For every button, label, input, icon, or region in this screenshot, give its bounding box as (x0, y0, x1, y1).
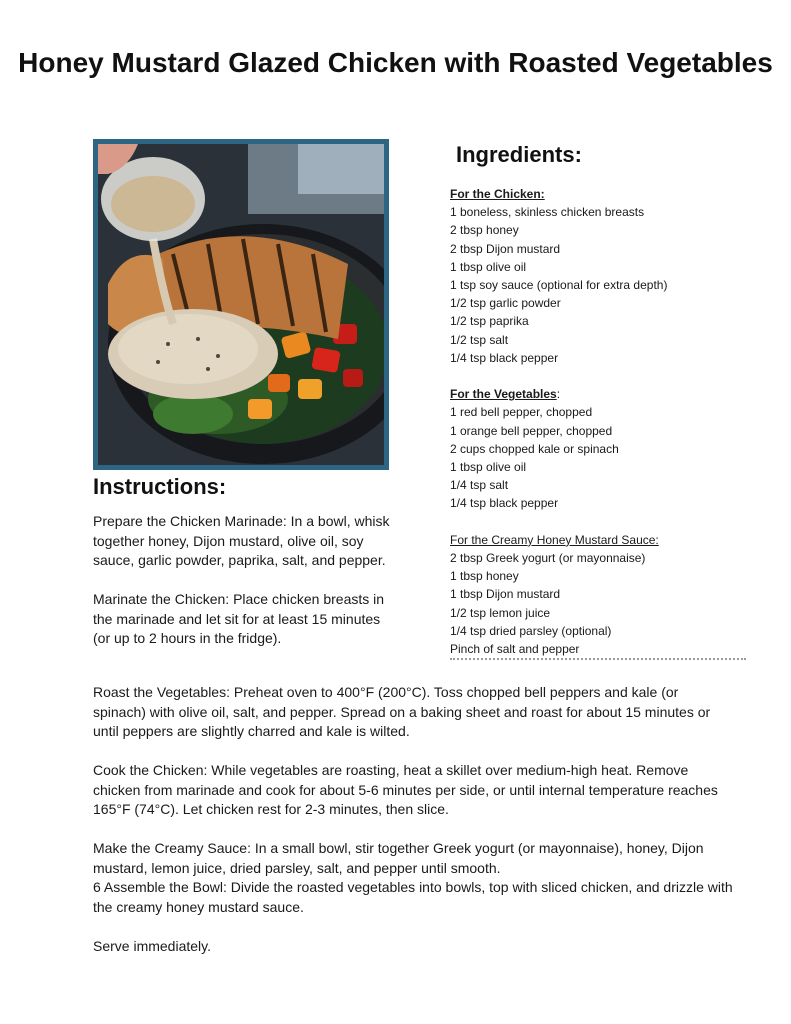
instruction-step: Marinate the Chicken: Place chicken breasts in the marinade and let sit for at least 15 minutes (or up to 2 hours in the fridge). (93, 591, 385, 646)
instruction-step: Cook the Chicken: While vegetables are roasting, heat a skillet over medium-high heat. Remove chicken from marinade and cook for about 5-6 minutes per side, or until internal temperature reaches 165°F (74°C). Let chicken rest for 2-3 minutes, then slice. (93, 762, 718, 817)
list-item: 1/4 tsp dried parsley (optional) (450, 623, 612, 638)
divider (450, 658, 746, 660)
list-item: 1 tbsp olive oil (450, 259, 527, 274)
list-item: 2 tbsp Greek yogurt (or mayonnaise) (450, 551, 646, 566)
list-item: 1 tbsp honey (450, 569, 519, 584)
list-item: 2 cups chopped kale or spinach (450, 441, 619, 456)
chicken-ingredients (450, 203, 750, 367)
list-item: 1 tbsp olive oil (450, 460, 527, 475)
instruction-step: Roast the Vegetables: Preheat oven to 400°F (200°C). Toss chopped bell peppers and kale (or spinach) with olive oil, salt, and pepper. Spread on a baking sheet and roast for about 15 minutes or until peppers are slightly charred and kale is wilted. (93, 684, 711, 739)
instruction-step: Prepare the Chicken Marinade: In a bowl, whisk together honey, Dijon mustard, olive oil, soy sauce, garlic powder, paprika, salt, and pepper. (93, 513, 390, 568)
list-item: 1/2 tsp salt (450, 332, 509, 347)
list-item: 1/4 tsp black pepper (450, 496, 559, 511)
vegetables-ingredients-heading (450, 385, 750, 403)
ingredients-list (450, 185, 750, 658)
list-item: 1 orange bell pepper, chopped (450, 423, 613, 438)
list-item: 1 boneless, skinless chicken breasts (450, 205, 645, 220)
sauce-ingredients-label: For the Creamy Honey Mustard Sauce: (450, 532, 659, 547)
list-item: 1/2 tsp garlic powder (450, 296, 561, 311)
instructions-heading: Instructions: (93, 474, 227, 499)
list-item: 2 tbsp Dijon mustard (450, 241, 561, 256)
instructions-column (93, 512, 393, 668)
instruction-step: Make the Creamy Sauce: In a small bowl, stir together Greek yogurt (or mayonnaise), honey, Dijon mustard, lemon juice, dried parsley, salt, and pepper until smooth. (93, 840, 704, 876)
vegetables-ingredients (450, 403, 750, 512)
list-item: 1 red bell pepper, chopped (450, 405, 593, 420)
instruction-step: 6 Assemble the Bowl: Divide the roasted vegetables into bowls, top with sliced chicken, and drizzle with the creamy honey mustard sauce. (93, 879, 733, 915)
vegetables-ingredients-label: For the Vegetables (450, 387, 557, 402)
list-item: 1 tbsp Dijon mustard (450, 587, 561, 602)
instructions-continued (93, 683, 733, 976)
list-item: 1/2 tsp lemon juice (450, 605, 551, 620)
list-item: 1/2 tsp paprika (450, 314, 529, 329)
list-item: 1/4 tsp black pepper (450, 350, 559, 365)
recipe-title: Honey Mustard Glazed Chicken with Roasted Vegetables (18, 47, 773, 78)
vegetables-label-colon: : (556, 387, 561, 402)
list-item: 2 tbsp honey (450, 223, 519, 238)
list-item: Pinch of salt and pepper (450, 642, 580, 657)
list-item: 1 tsp soy sauce (optional for extra depth) (450, 278, 668, 293)
list-item: 1/4 tsp salt (450, 478, 509, 493)
sauce-ingredients (450, 549, 750, 658)
chicken-ingredients-label: For the Chicken: (450, 187, 545, 201)
ingredients-heading: Ingredients: (456, 142, 582, 167)
dish-photo (93, 139, 389, 470)
chicken-bowl-illustration (98, 144, 384, 465)
instruction-step: Serve immediately. (93, 937, 212, 954)
